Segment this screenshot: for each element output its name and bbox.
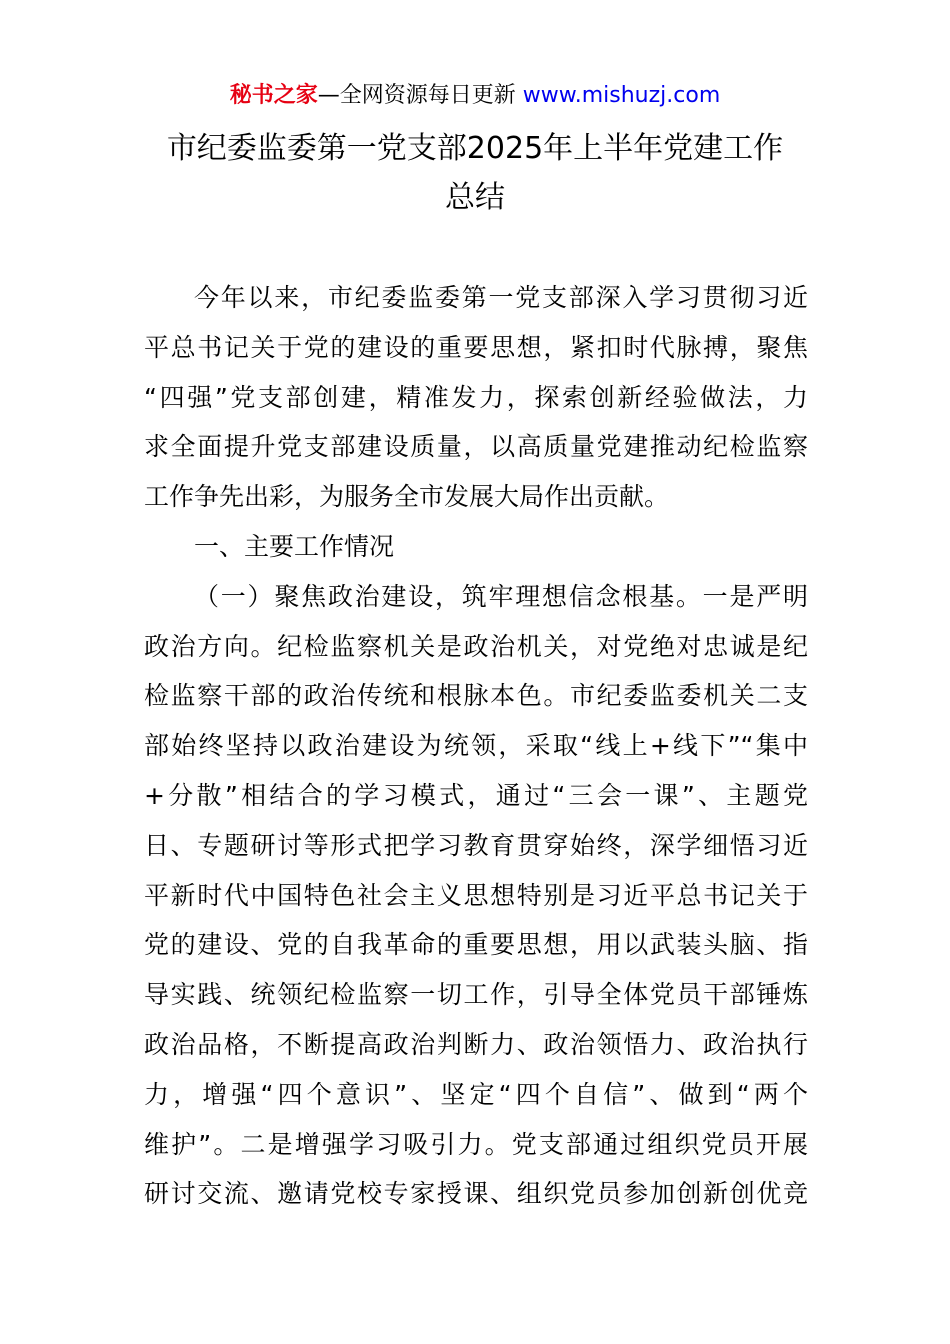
section-heading: 一、主要工作情况: [194, 531, 395, 561]
body-line: +分散”相结合的学习模式，通过“三会一课”、主题党: [144, 780, 808, 810]
site-header: [0, 80, 950, 112]
body-line: 政治方向。纪检监察机关是政治机关，对党绝对忠诚是纪: [144, 631, 808, 661]
body-line: 党的建设、党的自我革命的重要思想，用以武装头脑、指: [144, 930, 808, 960]
body-line: “四强”党支部创建，精准发力，探索创新经验做法，力: [144, 382, 808, 412]
body-line: 维护”。二是增强学习吸引力。党支部通过组织党员开展: [144, 1129, 808, 1159]
body-line: 今年以来，市纪委监委第一党支部深入学习贯彻习近: [194, 283, 808, 312]
body-line: 导实践、统领纪检监察一切工作，引导全体党员干部锤炼: [144, 980, 808, 1010]
body-line: 力，增强“四个意识”、坚定“四个自信”、做到“两个: [144, 1079, 808, 1109]
body-line: 平总书记关于党的建设的重要思想，紧扣时代脉搏，聚焦: [144, 332, 808, 362]
body-line: 求全面提升党支部建设质量，以高质量党建推动纪检监察: [144, 432, 808, 462]
body-line: 日、专题研讨等形式把学习教育贯穿始终，深学细悟习近: [144, 830, 808, 860]
site-url: www.mishuzj.com: [522, 83, 721, 108]
body-line: 政治品格，不断提高政治判断力、政治领悟力、政治执行: [144, 1029, 808, 1059]
body-line: 部始终坚持以政治建设为统领，采取“线上+线下”“集中: [144, 731, 808, 761]
body-line: （一）聚焦政治建设，筑牢理想信念根基。一是严明: [194, 581, 808, 611]
brand-name: 秘书之家: [229, 83, 318, 108]
header-tagline: —全网资源每日更新: [317, 83, 523, 108]
body-line: 平新时代中国特色社会主义思想特别是习近平总书记关于: [144, 880, 808, 910]
document-title: [120, 124, 830, 222]
document-body: [144, 273, 808, 1219]
title-line-1: 市纪委监委第一党支部2025年上半年党建工作: [166, 131, 784, 166]
body-line: 工作争先出彩，为服务全市发展大局作出贡献。: [144, 482, 670, 512]
title-line-2: 总结: [445, 180, 505, 215]
body-line: 研讨交流、邀请党校专家授课、组织党员参加创新创优竞: [144, 1179, 808, 1209]
body-line: 检监察干部的政治传统和根脉本色。市纪委监委机关二支: [144, 681, 808, 711]
